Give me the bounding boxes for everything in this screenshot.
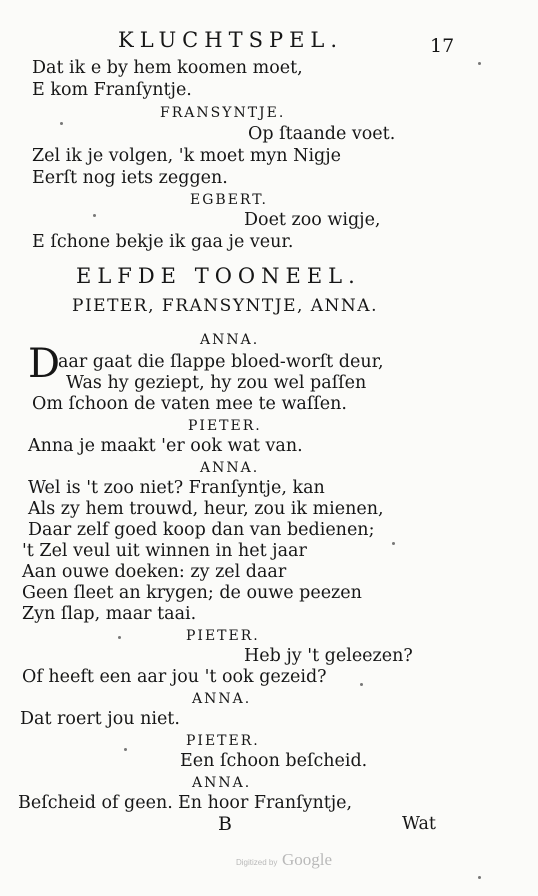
ink-speck: [124, 748, 127, 751]
verse-line: Als zy hem trouwd, heur, zou ik mienen,: [28, 499, 384, 519]
speaker-name: ANNA.: [192, 775, 252, 791]
verse-line: Zel ik je volgen, 'k moet myn Nigje: [32, 146, 342, 166]
ink-speck: [118, 636, 121, 639]
verse-line: En hoor Franſyntje,: [178, 793, 353, 813]
running-title: KLUCHTSPEL.: [118, 28, 344, 52]
verse-line: Was hy geziept, hy zou wel paſſen: [66, 373, 367, 393]
verse-line: Dat roert jou niet.: [20, 709, 180, 729]
speaker-name: PIETER.: [186, 733, 260, 749]
ink-speck: [93, 214, 96, 217]
signature-mark: B: [218, 813, 232, 835]
verse-line: Dat ik e by hem koomen moet,: [32, 58, 303, 78]
speaker-name: PIETER.: [188, 418, 262, 434]
verse-line: Geen ſleet an krygen; de ouwe peezen: [22, 583, 362, 603]
google-logo: Google: [282, 850, 333, 869]
ink-speck: [392, 542, 395, 545]
verse-line: Aan ouwe doeken: zy zel daar: [22, 562, 287, 582]
speaker-name: ANNA.: [200, 332, 260, 348]
scene-characters: PIETER, FRANSYNTJE, ANNA.: [72, 296, 378, 316]
verse-line: Op ſtaande voet.: [248, 124, 396, 144]
ink-speck: [60, 122, 63, 125]
scene-heading: ELFDE TOONEEL.: [76, 264, 361, 288]
verse-line: Wel is 't zoo niet? Franſyntje, kan: [28, 478, 325, 498]
speaker-name: PIETER.: [186, 628, 260, 644]
verse-line: Beſcheid of geen.: [18, 793, 173, 813]
digitized-by-label: Digitized by: [236, 858, 278, 867]
verse-line: aar gaat die ſlappe bloed-worſt deur,: [58, 352, 384, 372]
verse-line: 't Zel veul uit winnen in het jaar: [22, 541, 307, 561]
ink-speck: [478, 62, 481, 65]
speaker-name: ANNA.: [200, 460, 260, 476]
verse-line: Heb jy 't geleezen?: [244, 646, 413, 666]
ink-speck: [478, 876, 481, 879]
speaker-name: EGBERT.: [190, 192, 268, 208]
catchword: Wat: [402, 814, 436, 834]
verse-line: Anna je maakt 'er ook wat van.: [28, 436, 303, 456]
verse-line: E kom Franſyntje.: [32, 80, 192, 100]
ink-speck: [360, 683, 363, 686]
speaker-name: ANNA.: [192, 691, 252, 707]
verse-line: Of heeft een aar jou 't ook gezeid?: [22, 667, 327, 687]
verse-line: E ſchone bekje ik gaa je veur.: [32, 232, 294, 252]
verse-line: Daar zelf goed koop dan van bedienen;: [28, 520, 375, 540]
verse-line: Zyn ſlap, maar taai.: [22, 604, 197, 624]
verse-line: Doet zoo wigje,: [244, 210, 381, 230]
drop-capital: D: [28, 341, 61, 387]
verse-line: Eerſt nog iets zeggen.: [32, 168, 228, 188]
page-number: 17: [430, 35, 455, 57]
speaker-name: FRANSYNTJE.: [160, 105, 286, 121]
verse-line: Een ſchoon beſcheid.: [180, 751, 368, 771]
verse-line: Om ſchoon de vaten mee te waſſen.: [32, 394, 347, 414]
